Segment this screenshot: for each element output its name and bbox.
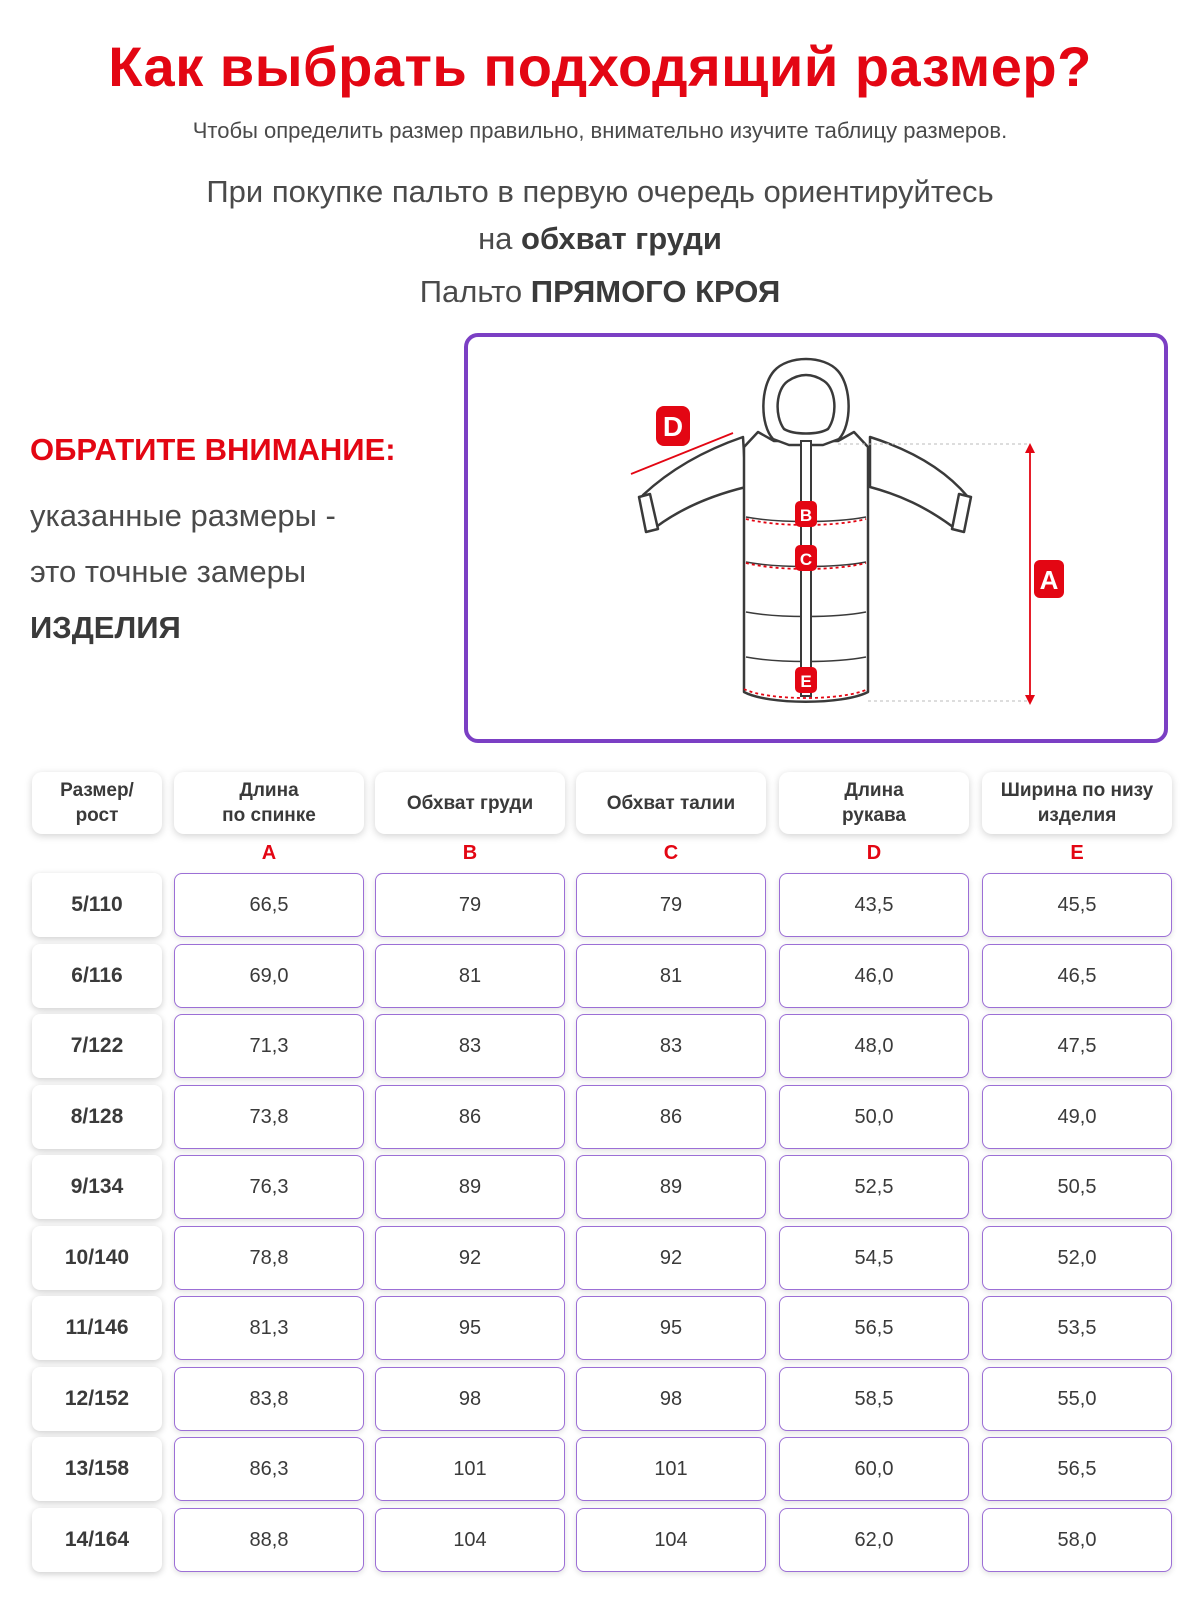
value-cell: 89 [576, 1155, 766, 1219]
coat-illustration [468, 337, 1164, 739]
lead-prefix: на [478, 221, 522, 256]
value-cell: 86 [576, 1085, 766, 1149]
label-d: D [662, 411, 684, 442]
value-cell: 53,5 [982, 1296, 1172, 1360]
column-letter-e: E [1070, 842, 1084, 864]
header-size: Размер/ рост [32, 772, 162, 834]
lead-text [0, 168, 1200, 262]
value-cell: 66,5 [174, 873, 364, 937]
table-row [0, 1508, 1200, 1572]
value-cell: 83 [375, 1014, 565, 1078]
value-cell: 52,0 [982, 1226, 1172, 1290]
value-cell: 76,3 [174, 1155, 364, 1219]
column-letter-c: C [663, 842, 679, 864]
value-cell: 98 [375, 1367, 565, 1431]
notice-bold: ИЗДЕЛИЯ [30, 610, 181, 645]
table-row [0, 873, 1200, 937]
value-cell: 104 [576, 1508, 766, 1572]
header-back-length: Длина по спинке [174, 772, 364, 834]
value-cell: 56,5 [779, 1296, 969, 1360]
size-cell: 13/158 [32, 1437, 162, 1501]
label-e: E [800, 672, 812, 691]
value-cell: 45,5 [982, 873, 1172, 937]
size-cell: 14/164 [32, 1508, 162, 1572]
table-row [0, 1226, 1200, 1290]
value-cell: 98 [576, 1367, 766, 1431]
value-cell: 46,0 [779, 944, 969, 1008]
value-cell: 73,8 [174, 1085, 364, 1149]
value-cell: 86 [375, 1085, 565, 1149]
size-cell: 12/152 [32, 1367, 162, 1431]
size-cell: 11/146 [32, 1296, 162, 1360]
value-cell: 49,0 [982, 1085, 1172, 1149]
value-cell: 46,5 [982, 944, 1172, 1008]
cut-prefix: Пальто [419, 274, 531, 309]
label-b: B [799, 506, 813, 525]
table-row [0, 1085, 1200, 1149]
value-cell: 60,0 [779, 1437, 969, 1501]
value-cell: 86,3 [174, 1437, 364, 1501]
header-waist: Обхват талии [576, 772, 766, 834]
table-row [0, 1437, 1200, 1501]
size-cell: 9/134 [32, 1155, 162, 1219]
value-cell: 58,5 [779, 1367, 969, 1431]
value-cell: 62,0 [779, 1508, 969, 1572]
value-cell: 71,3 [174, 1014, 364, 1078]
column-letter-a: A [261, 842, 277, 864]
label-c: C [799, 550, 813, 569]
header-hem-width: Ширина по низу изделия [982, 772, 1172, 834]
value-cell: 81 [576, 944, 766, 1008]
value-cell: 104 [375, 1508, 565, 1572]
value-cell: 92 [576, 1226, 766, 1290]
value-cell: 50,0 [779, 1085, 969, 1149]
value-cell: 89 [375, 1155, 565, 1219]
value-cell: 48,0 [779, 1014, 969, 1078]
arrow-a-bottom [1025, 695, 1035, 705]
value-cell: 81,3 [174, 1296, 364, 1360]
size-cell: 10/140 [32, 1226, 162, 1290]
value-cell: 52,5 [779, 1155, 969, 1219]
value-cell: 58,0 [982, 1508, 1172, 1572]
header-chest: Обхват груди [375, 772, 565, 834]
lead-bold: обхват груди [521, 221, 722, 256]
value-cell: 79 [576, 873, 766, 937]
header-sleeve: Длина рукава [779, 772, 969, 834]
notice-block [30, 432, 450, 656]
column-letter-d: D [866, 842, 882, 864]
page-title: Как выбрать подходящий размер? [108, 35, 1092, 98]
cut-type [0, 274, 1200, 310]
value-cell: 69,0 [174, 944, 364, 1008]
notice-line-1: указанные размеры - [30, 498, 336, 533]
value-cell: 101 [375, 1437, 565, 1501]
value-cell: 55,0 [982, 1367, 1172, 1431]
value-cell: 79 [375, 873, 565, 937]
value-cell: 54,5 [779, 1226, 969, 1290]
coat-diagram [464, 333, 1168, 743]
size-cell: 5/110 [32, 873, 162, 937]
coat-hood-opening [778, 375, 835, 434]
notice-heading: ОБРАТИТЕ ВНИМАНИЕ: [30, 432, 396, 467]
value-cell: 95 [375, 1296, 565, 1360]
value-cell: 101 [576, 1437, 766, 1501]
value-cell: 92 [375, 1226, 565, 1290]
value-cell: 50,5 [982, 1155, 1172, 1219]
size-cell: 8/128 [32, 1085, 162, 1149]
page-subtitle: Чтобы определить размер правильно, внимательно изучите таблицу размеров. [192, 118, 1008, 143]
table-row [0, 1155, 1200, 1219]
table-row [0, 1296, 1200, 1360]
coat-right-sleeve [870, 437, 968, 527]
table-row [0, 1367, 1200, 1431]
lead-line-2 [0, 215, 1200, 262]
column-letter-b: B [462, 842, 478, 864]
notice-line-2: это точные замеры [30, 554, 307, 589]
value-cell: 47,5 [982, 1014, 1172, 1078]
value-cell: 56,5 [982, 1437, 1172, 1501]
lead-line-1: При покупке пальто в первую очередь ориентируйтесь [206, 174, 994, 209]
value-cell: 95 [576, 1296, 766, 1360]
value-cell: 83,8 [174, 1367, 364, 1431]
size-cell: 7/122 [32, 1014, 162, 1078]
coat-left-sleeve [643, 437, 746, 527]
size-cell: 6/116 [32, 944, 162, 1008]
value-cell: 78,8 [174, 1226, 364, 1290]
value-cell: 83 [576, 1014, 766, 1078]
value-cell: 43,5 [779, 873, 969, 937]
cut-bold: ПРЯМОГО КРОЯ [530, 274, 781, 309]
table-row [0, 1014, 1200, 1078]
value-cell: 88,8 [174, 1508, 364, 1572]
label-a: A [1039, 565, 1059, 595]
value-cell: 81 [375, 944, 565, 1008]
table-row [0, 944, 1200, 1008]
